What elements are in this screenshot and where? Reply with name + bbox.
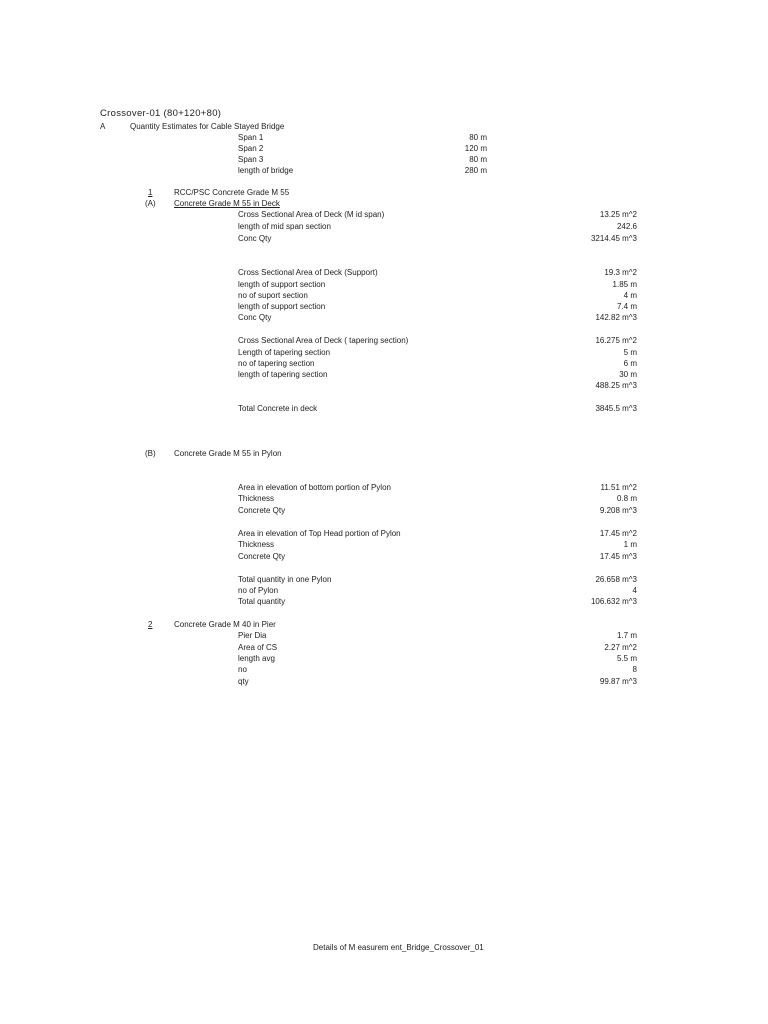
pylon-count-label: no of Pylon bbox=[238, 586, 279, 595]
pylon-top-area-value: 17.45 m^2 bbox=[599, 529, 637, 538]
tapering-length-value: 5 m bbox=[623, 348, 637, 357]
midspan-length-label: length of mid span section bbox=[238, 222, 331, 231]
total-deck-label: Total Concrete in deck bbox=[238, 404, 318, 413]
support-total-length-label: length of support section bbox=[238, 302, 326, 311]
span-3-value: 80 m bbox=[469, 155, 487, 164]
support-length-label: length of support section bbox=[238, 280, 326, 289]
support-length-value: 1.85 m bbox=[612, 280, 637, 289]
pier-length-value: 5.5 m bbox=[616, 654, 637, 663]
deck-support-area-value: 19.3 m^2 bbox=[604, 268, 637, 277]
sub-a-label: (A) bbox=[145, 199, 156, 208]
pylon-top-thickness-value: 1 m bbox=[623, 540, 637, 549]
tapering-length-label: Length of tapering section bbox=[238, 348, 331, 357]
pylon-bottom-thickness-value: 0.8 m bbox=[616, 494, 637, 503]
pylon-top-qty-label: Concrete Qty bbox=[238, 552, 286, 561]
pier-qty-value: 99.87 m^3 bbox=[599, 677, 637, 686]
support-count-value: 4 m bbox=[623, 291, 637, 300]
pier-dia-value: 1.7 m bbox=[616, 631, 637, 640]
support-count-label: no of suport section bbox=[238, 291, 308, 300]
deck-support-area-label: Cross Sectional Area of Deck (Support) bbox=[238, 268, 378, 277]
bridge-length-value: 280 m bbox=[464, 166, 487, 175]
tapering-total-length-label: length of tapering section bbox=[238, 370, 328, 379]
deck-midspan-area-label: Cross Sectional Area of Deck (M id span) bbox=[238, 210, 385, 219]
pylon-bottom-qty-value: 9.208 m^3 bbox=[599, 506, 637, 515]
pier-area-value: 2.27 m^2 bbox=[604, 643, 637, 652]
pylon-bottom-qty-label: Concrete Qty bbox=[238, 506, 286, 515]
pylon-top-qty-value: 17.45 m^3 bbox=[599, 552, 637, 561]
span-1-label: Span 1 bbox=[238, 133, 264, 142]
tapering-qty-value: 488.25 m^3 bbox=[595, 381, 637, 390]
midspan-length-value: 242.6 bbox=[616, 222, 637, 231]
pylon-bottom-thickness-label: Thickness bbox=[238, 494, 275, 503]
midspan-qty-label: Conc Qty bbox=[238, 234, 272, 243]
item-2-number: 2 bbox=[148, 620, 153, 629]
tapering-count-label: no of tapering section bbox=[238, 359, 315, 368]
pylon-bottom-area-label: Area in elevation of bottom portion of Pylon bbox=[238, 483, 391, 492]
support-qty-value: 142.82 m^3 bbox=[595, 313, 637, 322]
pier-count-value: 8 bbox=[632, 665, 637, 674]
span-2-value: 120 m bbox=[464, 144, 487, 153]
section-letter: A bbox=[100, 122, 106, 131]
pier-length-label: length avg bbox=[238, 654, 275, 663]
deck-midspan-area-value: 13.25 m^2 bbox=[599, 210, 637, 219]
pier-count-label: no bbox=[238, 665, 247, 674]
tapering-count-value: 6 m bbox=[623, 359, 637, 368]
pier-area-label: Area of CS bbox=[238, 643, 278, 652]
deck-tapering-area-value: 16.275 m^2 bbox=[595, 336, 637, 345]
bridge-length-label: length of bridge bbox=[238, 166, 294, 175]
pier-dia-label: Pier Dia bbox=[238, 631, 267, 640]
item-1-title: RCC/PSC Concrete Grade M 55 bbox=[174, 188, 290, 197]
midspan-qty-value: 3214.45 m^3 bbox=[590, 234, 637, 243]
sub-a-title: Concrete Grade M 55 in Deck bbox=[174, 199, 280, 208]
sub-b-label: (B) bbox=[145, 449, 156, 458]
deck-tapering-area-label: Cross Sectional Area of Deck ( tapering section) bbox=[238, 336, 409, 345]
support-qty-label: Conc Qty bbox=[238, 313, 272, 322]
pylon-one-total-label: Total quantity in one Pylon bbox=[238, 575, 332, 584]
item-1-number: 1 bbox=[148, 188, 153, 197]
pylon-top-thickness-label: Thickness bbox=[238, 540, 275, 549]
item-2-title: Concrete Grade M 40 in Pier bbox=[174, 620, 276, 629]
pylon-total-value: 106.632 m^3 bbox=[590, 597, 637, 606]
pylon-top-area-label: Area in elevation of Top Head portion of Pylon bbox=[238, 529, 401, 538]
page-footer: Details of M easurem ent_Bridge_Crossover_01 bbox=[313, 943, 484, 952]
span-3-label: Span 3 bbox=[238, 155, 264, 164]
pylon-count-value: 4 bbox=[632, 586, 637, 595]
tapering-total-length-value: 30 m bbox=[619, 370, 637, 379]
document-title: Crossover-01 (80+120+80) bbox=[100, 108, 222, 119]
sub-b-title: Concrete Grade M 55 in Pylon bbox=[174, 449, 282, 458]
total-deck-value: 3845.5 m^3 bbox=[595, 404, 637, 413]
pier-qty-label: qty bbox=[238, 677, 249, 686]
pylon-total-label: Total quantity bbox=[238, 597, 286, 606]
span-1-value: 80 m bbox=[469, 133, 487, 142]
section-title: Quantity Estimates for Cable Stayed Bridge bbox=[130, 122, 285, 131]
span-2-label: Span 2 bbox=[238, 144, 264, 153]
pylon-one-total-value: 26.658 m^3 bbox=[595, 575, 637, 584]
support-total-length-value: 7.4 m bbox=[616, 302, 637, 311]
pylon-bottom-area-value: 11.51 m^2 bbox=[600, 483, 637, 492]
